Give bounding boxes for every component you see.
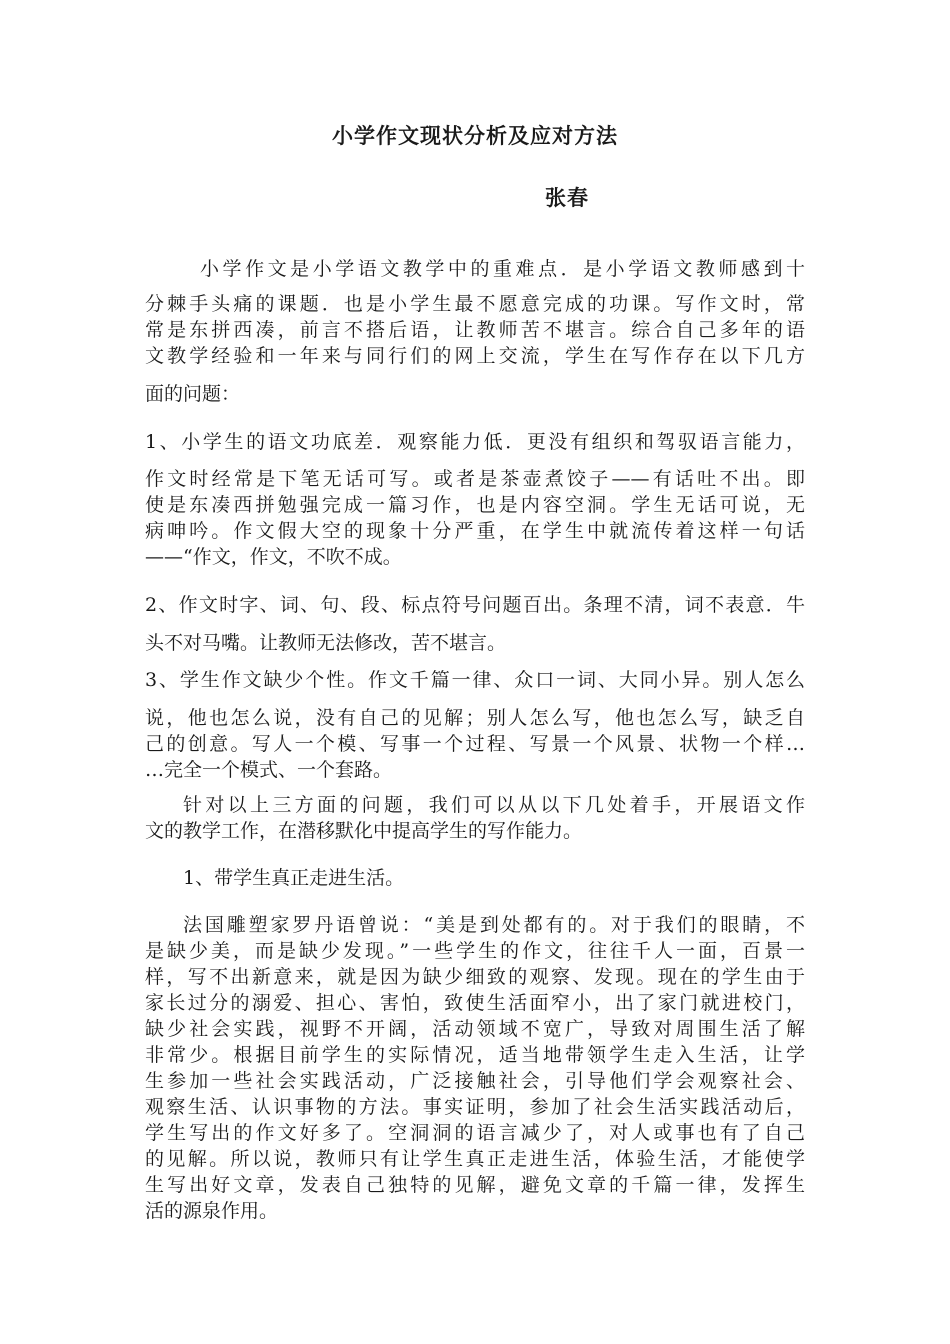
text-line: 2、作文时字、词、句、段、标点符号问题百出。条理不清，词不表意．牛: [145, 594, 805, 616]
text-line: 作文时经常是下笔无话可写。或者是茶壶煮饺子——有话吐不出。即: [145, 468, 805, 490]
text-line: 观察生活、认识事物的方法。事实证明，参加了社会生活实践活动后，: [145, 1096, 805, 1118]
text-line: 文教学经验和一年来与同行们的网上交流，学生在写作存在以下几方: [145, 345, 805, 367]
text-line: 面的问题：: [145, 383, 241, 405]
text-line: 学生写出的作文好多了。空洞洞的语言减少了，对人或事也有了自己: [145, 1122, 805, 1144]
text-line: 生参加一些社会实践活动，广泛接触社会，引导他们学会观察社会、: [145, 1070, 805, 1092]
text-line: 说，他也怎么说，没有自己的见解；别人怎么写，他也怎么写，缺乏自: [145, 707, 805, 729]
text-line: ——“作文，作文，不吹不成。: [145, 546, 402, 568]
text-line: …完全一个模式、一个套路。: [145, 759, 393, 781]
text-line: 生写出好文章，发表自己独特的见解，避免文章的千篇一律，发挥生: [145, 1174, 805, 1196]
text-line: 非常少。根据目前学生的实际情况，适当地带领学生走入生活，让学: [145, 1044, 805, 1066]
text-line: 家长过分的溺爱、担心、害怕，致使生活面窄小，出了家门就进校门，: [145, 992, 805, 1014]
author-name: 张春: [545, 185, 589, 210]
text-line: 文的教学工作，在潜移默化中提高学生的写作能力。: [145, 820, 583, 842]
text-line: 使是东凑西拼勉强完成一篇习作，也是内容空洞。学生无话可说，无: [145, 494, 805, 516]
text-line: 活的源泉作用。: [145, 1200, 279, 1222]
text-line: 头不对马嘴。让教师无法修改，苦不堪言。: [145, 632, 507, 654]
text-line: 样，写不出新意来，就是因为缺少细致的观察、发现。现在的学生由于: [145, 966, 805, 988]
text-line: 常是东拼西凑，前言不搭后语，让教师苦不堪言。综合自己多年的语: [145, 319, 805, 341]
section-heading: 1、带学生真正走进生活。: [183, 867, 405, 889]
text-line: 是缺少美，而是缺少发现。”一些学生的作文，往往千人一面，百景一: [145, 940, 805, 962]
text-line: 分棘手头痛的课题．也是小学生最不愿意完成的功课。写作文时，常: [145, 293, 805, 315]
page-title: 小学作文现状分析及应对方法: [332, 123, 618, 148]
text-line: 小学作文是小学语文教学中的重难点．是小学语文教师感到十: [200, 258, 805, 280]
text-line: 3、学生作文缺少个性。作文千篇一律、众口一词、大同小异。别人怎么: [145, 669, 805, 691]
text-line: 法国雕塑家罗丹语曾说：“美是到处都有的。对于我们的眼睛，不: [183, 914, 805, 936]
text-line: 缺少社会实践，视野不开阔，活动领域不宽广，导致对周围生活了解: [145, 1018, 805, 1040]
text-line: 病呻吟。作文假大空的现象十分严重，在学生中就流传着这样一句话: [145, 520, 805, 542]
text-line: 1、小学生的语文功底差．观察能力低．更没有组织和驾驭语言能力，: [145, 431, 805, 453]
text-line: 己的创意。写人一个模、写事一个过程、写景一个风景、状物一个样…: [145, 733, 805, 755]
text-line: 的见解。所以说，教师只有让学生真正走进生活，体验生活，才能使学: [145, 1148, 805, 1170]
text-line: 针对以上三方面的问题，我们可以从以下几处着手，开展语文作: [183, 794, 805, 816]
